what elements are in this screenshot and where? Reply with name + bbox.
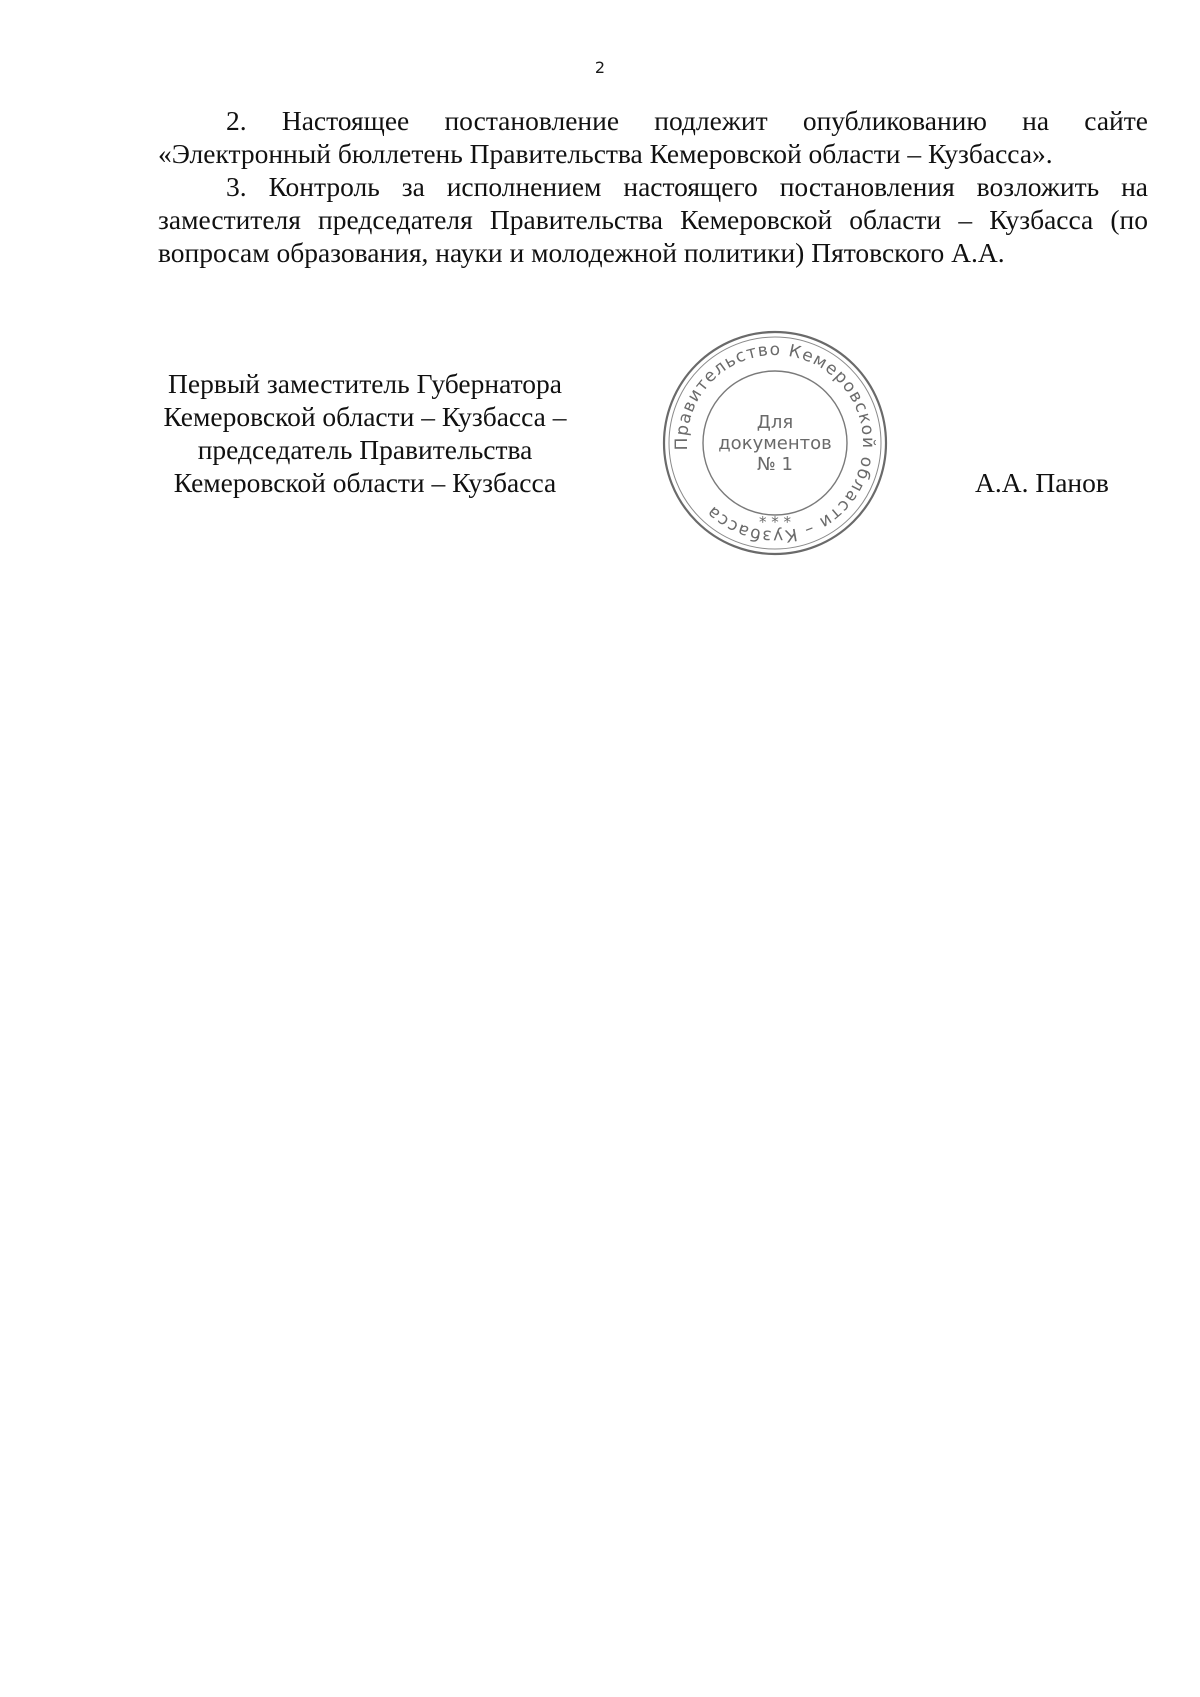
signatory-position-line: Кемеровской области – Кузбасса – <box>163 401 567 432</box>
seal-stars: * * * <box>758 513 792 531</box>
seal-center-line: документов <box>718 433 832 454</box>
paragraph-publication: 2. Настоящее постановление подлежит опубликованию на сайте «Электронный бюллетень Правительства Кемеровской области – Кузбасса». <box>158 105 1148 169</box>
signatory-position-line: Кемеровской области – Кузбасса <box>173 467 557 498</box>
document-body <box>158 104 1148 269</box>
seal-graphic <box>660 328 890 558</box>
seal-center-line: № 1 <box>757 454 793 475</box>
signatory-position-line: Первый заместитель Губернатора <box>168 368 562 399</box>
official-seal <box>660 328 890 558</box>
seal-ring-text: Правительство Кемеровской области – Кузбасса <box>671 339 879 547</box>
signatory-name: А.А. Панов <box>975 467 1109 498</box>
signatory-position-line: председатель Правительства <box>197 434 533 465</box>
paragraph-control: 3. Контроль за исполнением настоящего постановления возложить на заместителя председателя Правительства Кемеровской области – Кузбасса (по вопросам образования, науки и молодежной политики) Пятовского А.А. <box>158 171 1148 268</box>
signatory-position <box>150 367 580 499</box>
seal-center-line: Для <box>756 412 794 433</box>
page-number: 2 <box>594 58 606 77</box>
